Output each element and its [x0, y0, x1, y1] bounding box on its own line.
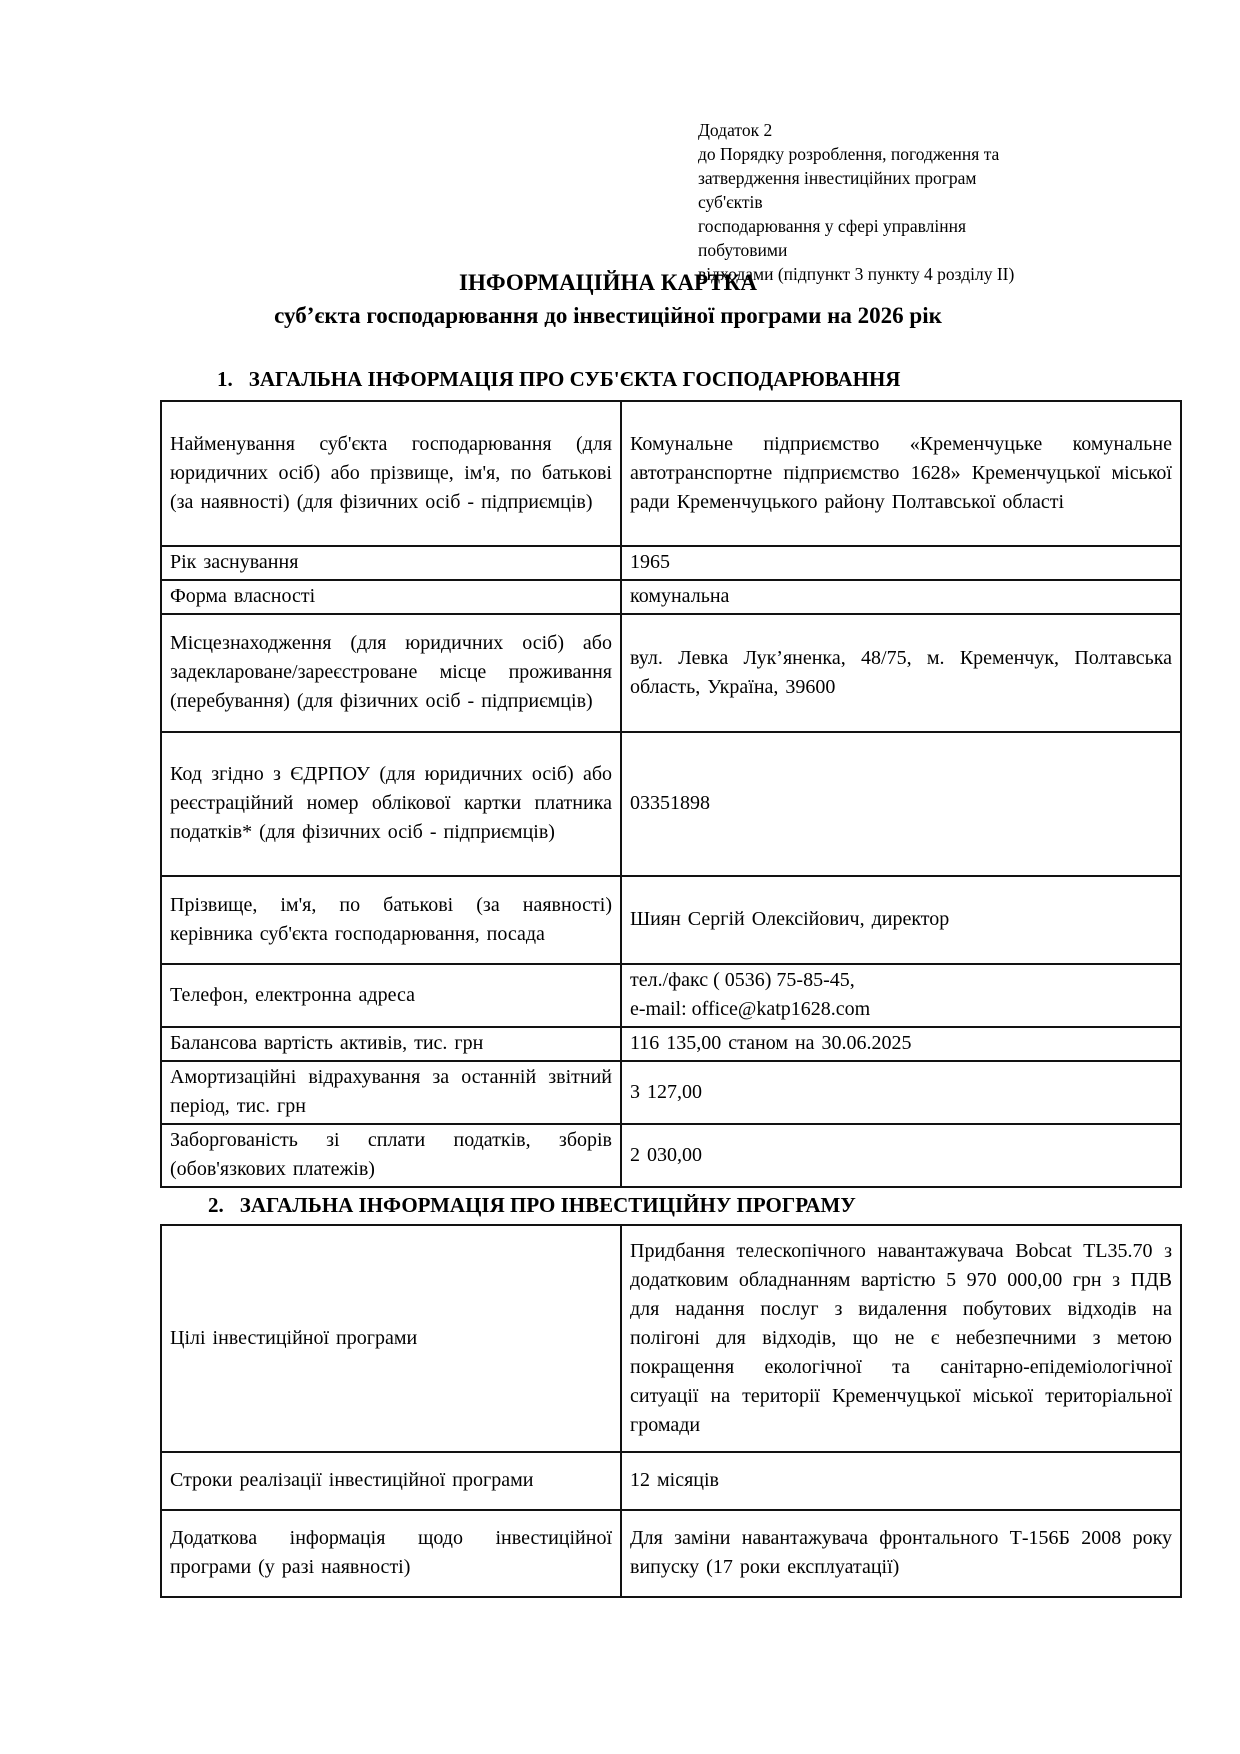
row-label: Рік заснування — [161, 546, 621, 580]
row-value: 3 127,00 — [621, 1061, 1181, 1124]
row-value: комунальна — [621, 580, 1181, 614]
row-value: 03351898 — [621, 732, 1181, 876]
row-edrpou-code — [161, 732, 1181, 876]
section1-title: ЗАГАЛЬНА ІНФОРМАЦІЯ ПРО СУБ'ЄКТА ГОСПОДАРЮВАННЯ — [248, 367, 901, 391]
row-value: 2 030,00 — [621, 1124, 1181, 1187]
row-value: 1965 — [621, 546, 1181, 580]
row-additional-info — [161, 1510, 1181, 1597]
section1-number: 1. — [217, 367, 233, 391]
investment-program-table — [160, 1224, 1182, 1598]
row-director-name — [161, 876, 1181, 964]
row-value: Шиян Сергій Олексійович, директор — [621, 876, 1181, 964]
row-label: Код згідно з ЄДРПОУ (для юридичних осіб) або реєстраційний номер облікової картки платника податків* (для фізичних осіб - підприємців) — [161, 732, 621, 876]
section2-heading — [160, 1190, 1180, 1220]
row-program-duration — [161, 1452, 1181, 1510]
annex-line: затвердження інвестиційних програм суб'єктів — [698, 168, 977, 212]
row-program-goals — [161, 1225, 1181, 1452]
row-ownership-form — [161, 580, 1181, 614]
row-founding-year — [161, 546, 1181, 580]
row-label: Прізвище, ім'я, по батькові (за наявності) керівника суб'єкта господарювання, посада — [161, 876, 621, 964]
row-balance-value — [161, 1027, 1181, 1061]
row-label: Строки реалізації інвестиційної програми — [161, 1452, 621, 1510]
section2-title: ЗАГАЛЬНА ІНФОРМАЦІЯ ПРО ІНВЕСТИЦІЙНУ ПРОГРАМУ — [239, 1193, 856, 1217]
annex-line: відходами (підпункт 3 пункту 4 розділу II) — [698, 264, 1015, 284]
row-label: Цілі інвестиційної програми — [161, 1225, 621, 1452]
title-block — [160, 266, 1056, 332]
page-title: ІНФОРМАЦІЙНА КАРТКА — [459, 270, 757, 295]
row-label: Місцезнаходження (для юридичних осіб) або задеклароване/зареєстроване місце проживання (перебування) (для фізичних осіб - підприємців) — [161, 614, 621, 732]
row-label: Амортизаційні відрахування за останній звітний період, тис. грн — [161, 1061, 621, 1124]
row-company-name — [161, 401, 1181, 546]
email-line: e-mail: office@katp1628.com — [630, 998, 871, 1020]
annex-line: господарювання у сфері управління побутовими — [698, 216, 966, 260]
row-depreciation — [161, 1061, 1181, 1124]
row-value: Комунальне підприємство «Кременчуцьке комунальне автотранспортне підприємство 1628» Кременчуцької міської ради Кременчуцького району Полтавської області — [621, 401, 1181, 546]
row-value: Придбання телескопічного навантажувача Bobcat TL35.70 з додатковим обладнанням вартістю 5 970 000,00 грн з ПДВ для надання послуг з видалення побутових відходів на полігоні для відходів, що не є небезпечними з метою покращення екологічної та санітарно-епідеміологічної ситуації на території Кременчуцької міської територіальної громади — [621, 1225, 1181, 1452]
annex-line: Додаток 2 — [698, 120, 773, 140]
section1-heading — [160, 364, 1180, 394]
row-label: Найменування суб'єкта господарювання (для юридичних осіб) або прізвище, ім'я, по батькові (за наявності) (для фізичних осіб - підприємців) — [161, 401, 621, 546]
row-label: Телефон, електронна адреса — [161, 964, 621, 1027]
phone-line: тел./факс ( 0536) 75-85-45, — [630, 969, 855, 991]
row-value: вул. Левка Лук’яненка, 48/75, м. Кременчук, Полтавська область, Україна, 39600 — [621, 614, 1181, 732]
document-content — [160, 0, 1180, 1598]
section2-number: 2. — [208, 1193, 224, 1217]
row-value: 116 135,00 станом на 30.06.2025 — [621, 1027, 1181, 1061]
row-phone-email — [161, 964, 1181, 1027]
row-value — [621, 964, 1181, 1027]
company-info-table — [160, 400, 1182, 1188]
row-value: Для заміни навантажувача фронтального Т-156Б 2008 року випуску (17 роки експлуатації) — [621, 1510, 1181, 1597]
row-tax-debt — [161, 1124, 1181, 1187]
row-label: Форма власності — [161, 580, 621, 614]
row-label: Балансова вартість активів, тис. грн — [161, 1027, 621, 1061]
row-value: 12 місяців — [621, 1452, 1181, 1510]
annex-line: до Порядку розроблення, погодження та — [698, 144, 1000, 164]
page-subtitle: суб’єкта господарювання до інвестиційної програми на 2026 рік — [274, 303, 942, 328]
row-label: Додаткова інформація щодо інвестиційної програми (у разі наявності) — [161, 1510, 621, 1597]
row-label: Заборгованість зі сплати податків, зборів (обов'язкових платежів) — [161, 1124, 621, 1187]
row-location — [161, 614, 1181, 732]
